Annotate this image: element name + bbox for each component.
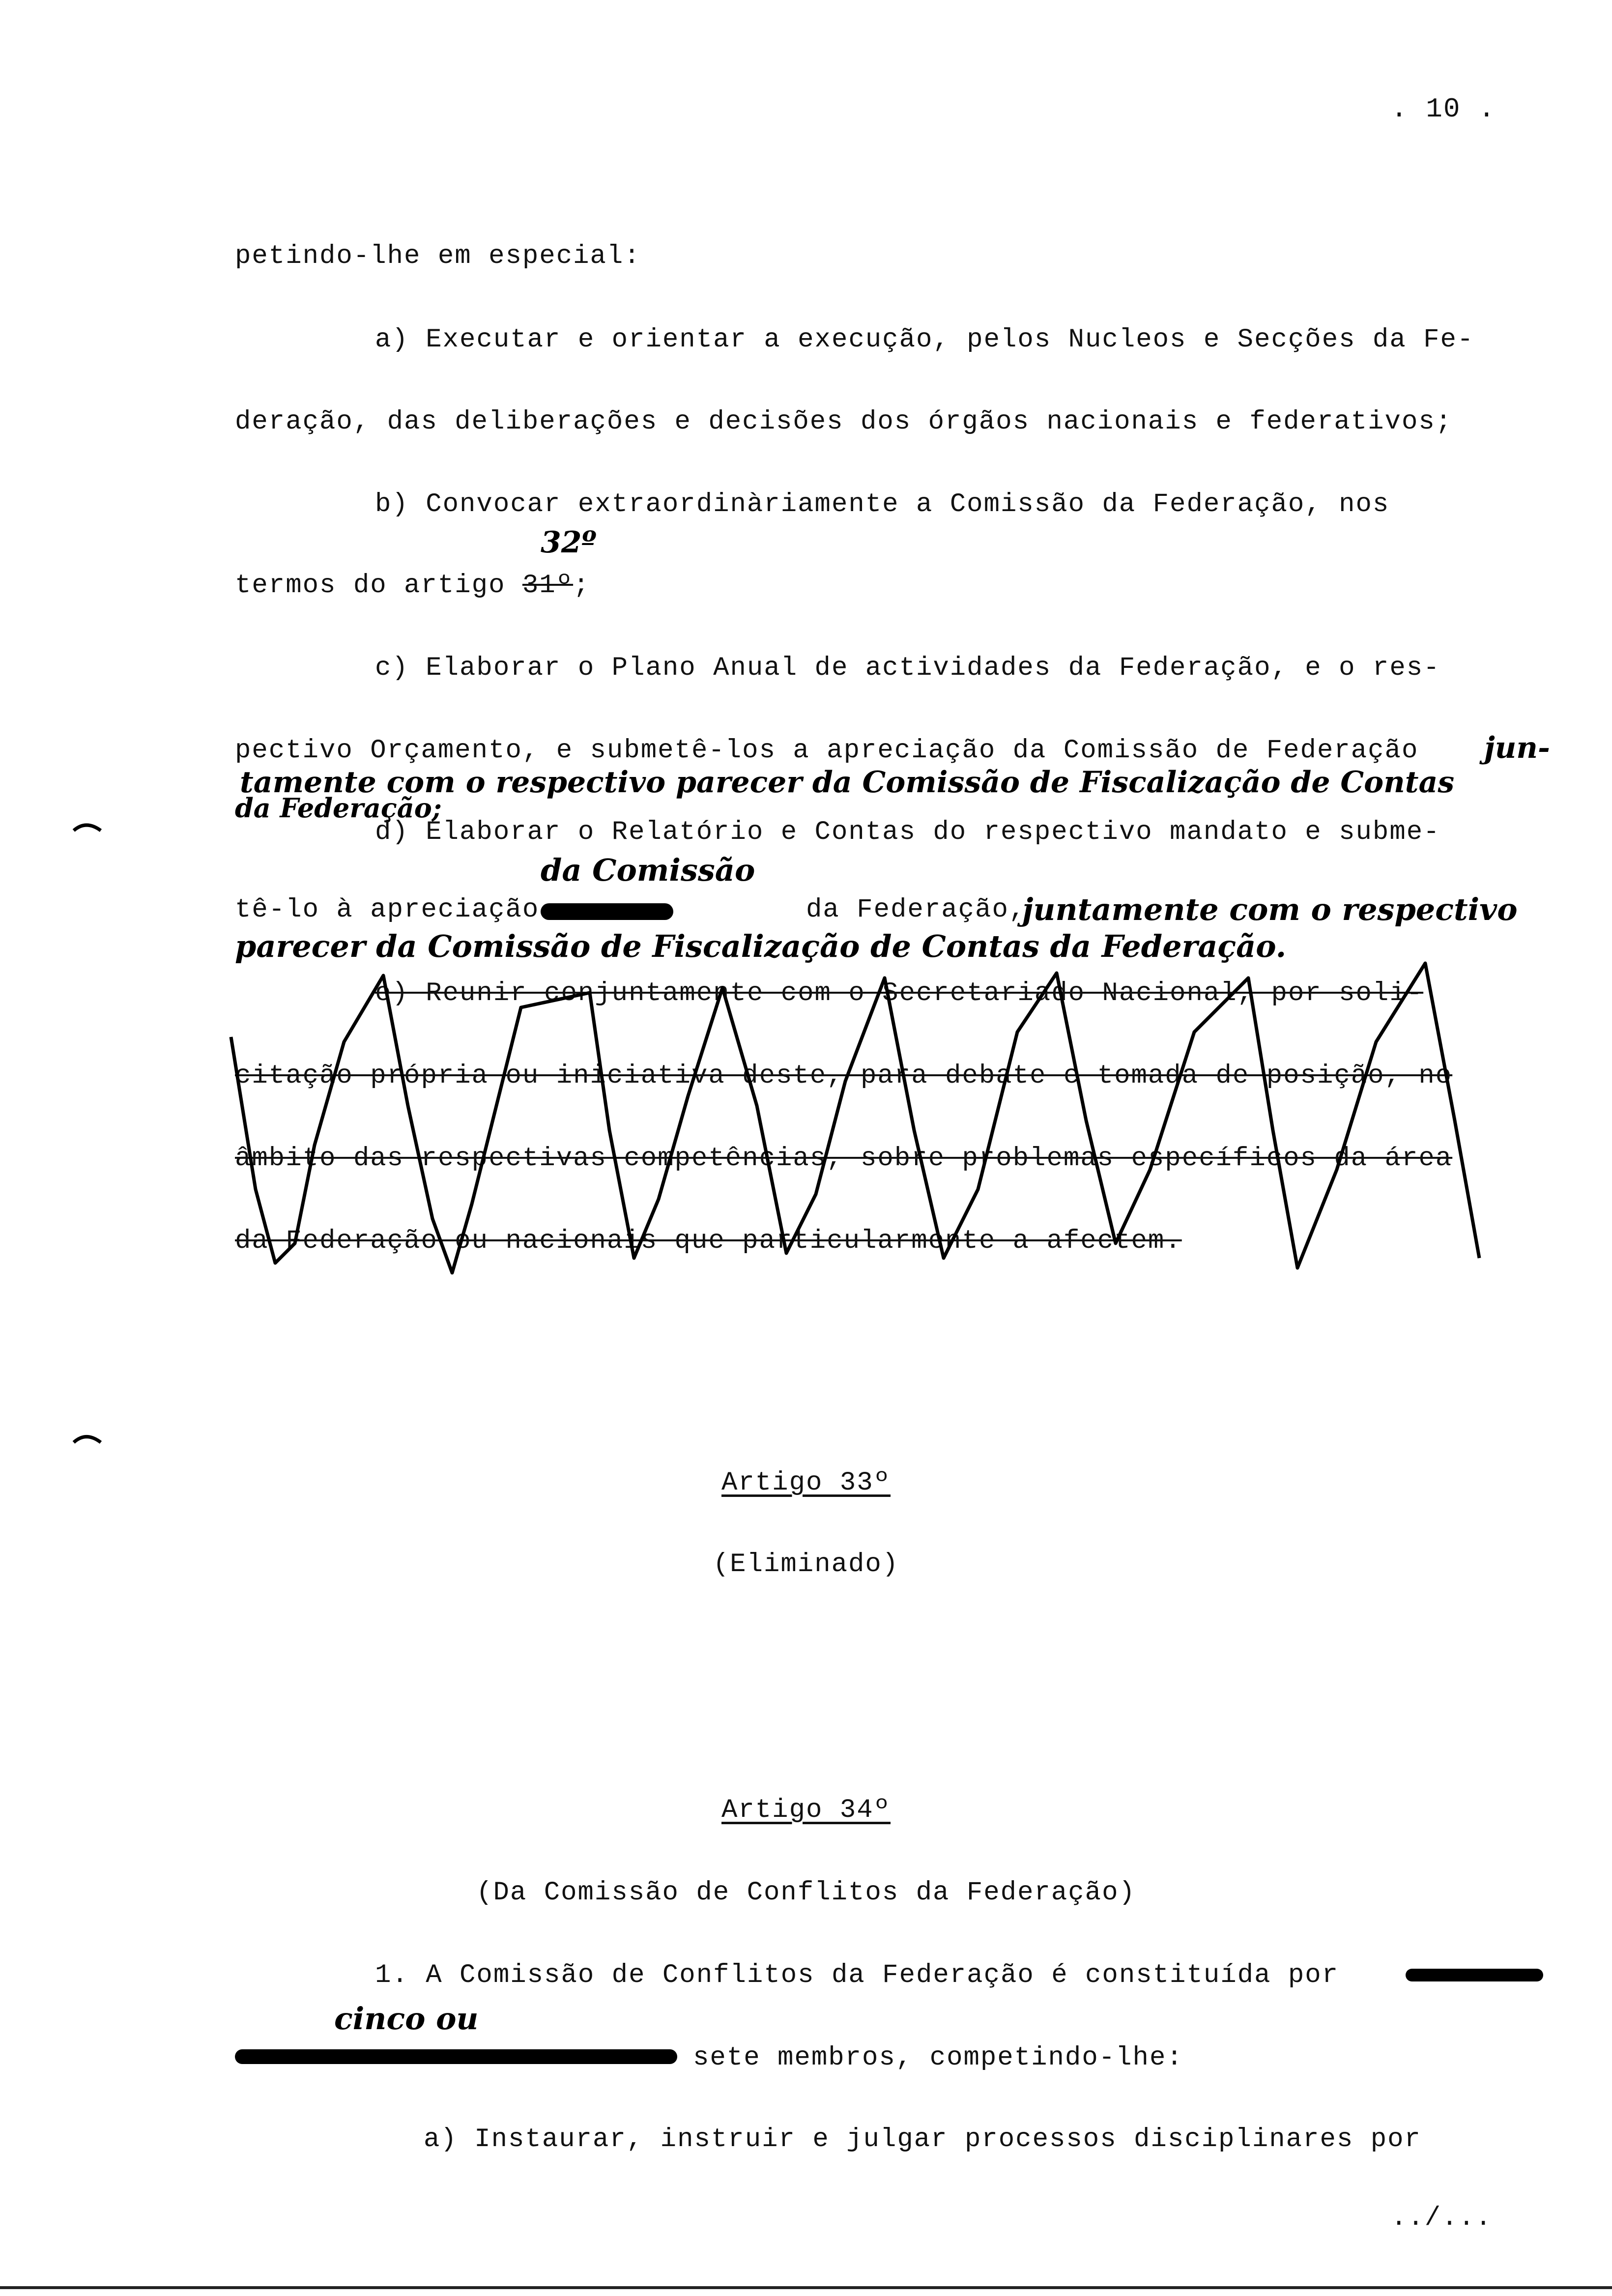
item-e-line-4: da Federação ou nacionais que particularmente a afectem. xyxy=(235,1226,1182,1256)
intro-line: petindo-lhe em especial: xyxy=(235,241,641,271)
article-34-subtitle: (Da Comissão de Conflitos da Federação) xyxy=(476,1878,1136,1908)
item-e-line-2: citação própria ou iniciativa deste, para debate e tomada de posição, no xyxy=(235,1061,1453,1091)
item-b-suffix: ; xyxy=(573,571,590,601)
article-34-handwritten-insert: cinco ou xyxy=(334,2001,479,2037)
article-34-paragraph-1-line-1: 1. A Comissão de Conflitos da Federação é constituída por xyxy=(375,1960,1339,1990)
article-34-paragraph-1-line-2: sete membros, competindo-lhe: xyxy=(693,2043,1183,2073)
article-33-title: Artigo 33º xyxy=(721,1468,891,1498)
continuation-mark: ../... xyxy=(1391,2203,1493,2233)
item-b-struck-article: 31º xyxy=(522,571,574,601)
article-33-subtitle: (Eliminado) xyxy=(713,1550,899,1579)
bottom-page-edge xyxy=(0,2286,1612,2289)
item-c-handwritten-3: da Federação; xyxy=(235,792,442,824)
item-b-handwritten-article: 32º xyxy=(541,525,597,560)
item-c-line-1: c) Elaborar o Plano Anual de actividades da Federação, e o res- xyxy=(375,653,1440,683)
item-c-handwritten-1: jun- xyxy=(1484,731,1550,765)
item-b-line-1: b) Convocar extraordinàriamente a Comissão da Federação, nos xyxy=(375,489,1390,519)
article-34-inked-out-1 xyxy=(1406,1969,1543,1981)
item-d-handwritten-insert: da Comissão xyxy=(541,852,755,888)
item-d-line-1: d) Elaborar o Relatório e Contas do respectivo mandato e subme- xyxy=(375,817,1440,847)
item-d-handwritten-2: parecer da Comissão de Fiscalização de Contas da Federação. xyxy=(235,928,1287,964)
item-e-line-3: âmbito das respectivas competências, sobre problemas específicos da área xyxy=(235,1144,1453,1174)
item-c-handwritten-2: tamente com o respectivo parecer da Comissão de Fiscalização de Contas xyxy=(240,765,1455,800)
item-a-line-2: deração, das deliberações e decisões dos órgãos nacionais e federativos; xyxy=(235,407,1453,437)
item-c-line-2: pectivo Orçamento, e submetê-los a apreciação da Comissão de Federação xyxy=(235,736,1419,766)
item-d-line-2-suffix: da Federação, xyxy=(806,895,1026,925)
page-number: . 10 . xyxy=(1391,93,1496,125)
item-a-line-1: a) Executar e orientar a execução, pelos Nucleos e Secções da Fe- xyxy=(375,325,1474,355)
article-34-item-a-line: a) Instaurar, instruir e julgar processos disciplinares por xyxy=(424,2124,1421,2154)
item-d-line-2: tê-lo à apreciação xyxy=(235,895,540,925)
item-d-handwritten-1: juntamente com o respectivo xyxy=(1022,891,1518,927)
article-34-title: Artigo 34º xyxy=(721,1795,891,1825)
item-b-prefix: termos do artigo xyxy=(235,571,522,601)
item-e-line-1: e) Reunir conjuntamente com o Secretariado Nacional, por soli- xyxy=(375,978,1424,1008)
article-34-inked-out-2 xyxy=(235,2049,677,2064)
